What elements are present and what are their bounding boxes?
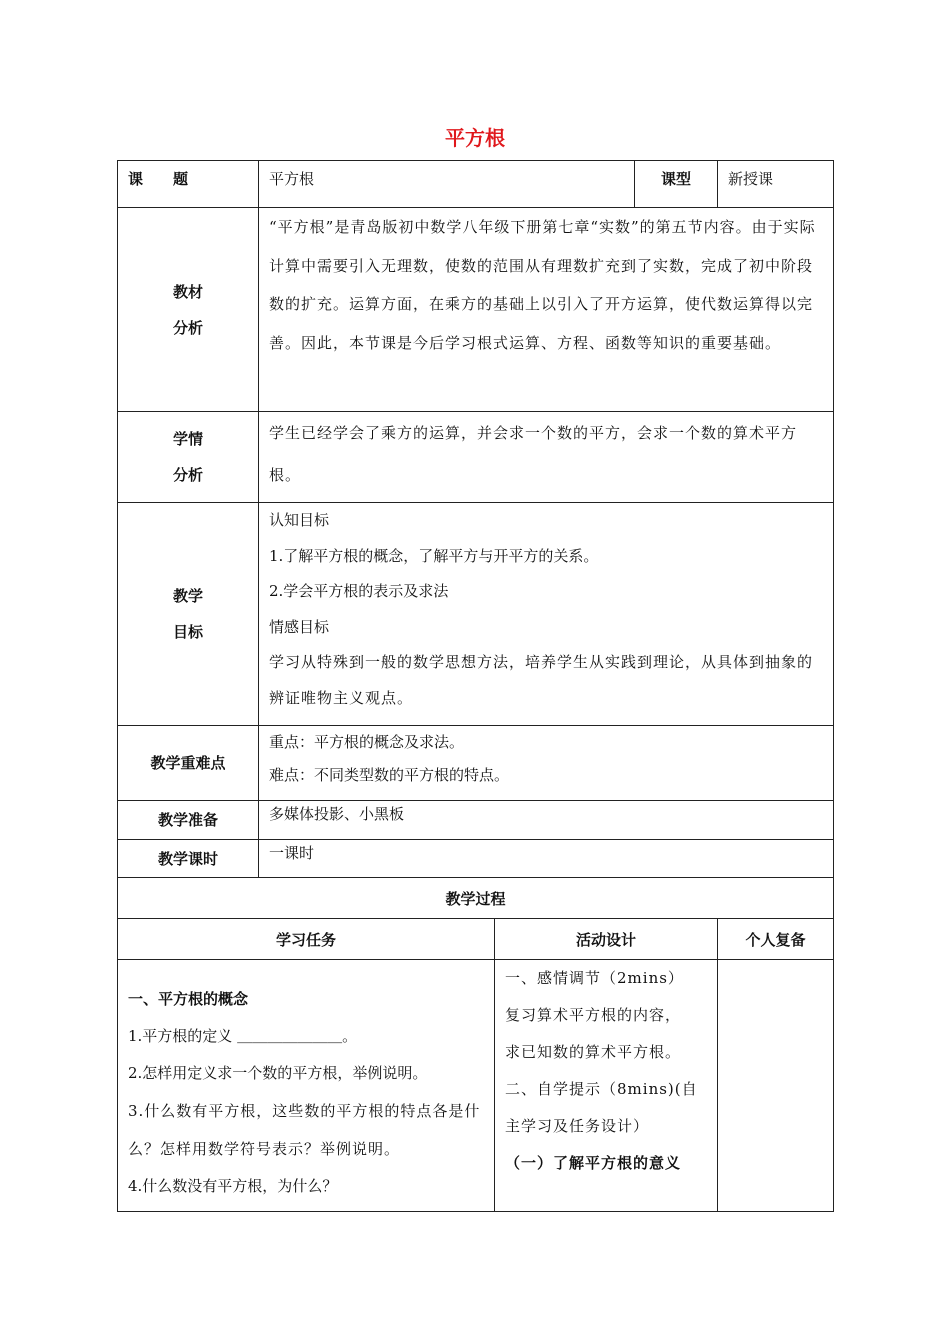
learner-text: 学生已经学会了乘方的运算，并会求一个数的平方，会求一个数的算术平方根。 — [259, 412, 834, 503]
hours-value: 一课时 — [259, 840, 834, 878]
goal-line: 情感目标 — [269, 617, 330, 636]
activity-item: 一、感情调节（2mins） — [505, 969, 684, 987]
type-label: 课型 — [635, 161, 718, 208]
key-cell — [259, 726, 834, 801]
type-value: 新授课 — [718, 161, 834, 208]
col-header-activity: 活动设计 — [495, 919, 718, 960]
topic-value: 平方根 — [259, 161, 635, 208]
process-heading: 教学过程 — [118, 878, 834, 919]
row-goals — [118, 503, 834, 726]
row-process — [118, 878, 834, 919]
learner-label-2: 分析 — [172, 466, 203, 484]
goal-line: 认知目标 — [269, 511, 330, 529]
material-label-2: 分析 — [172, 318, 203, 337]
activity-item: 二、自学提示（8mins)(自主学习及任务设计） — [505, 1080, 698, 1135]
key-point: 重点：平方根的概念及求法。 — [269, 733, 465, 751]
prep-label: 教学准备 — [118, 801, 259, 840]
activity-bold: （一）了解平方根的意义 — [505, 1154, 682, 1172]
topic-label: 课 题 — [118, 161, 259, 208]
col-header-task: 学习任务 — [118, 919, 495, 960]
task-item: 1.平方根的定义 ＿＿＿＿＿＿＿。 — [128, 1027, 358, 1045]
activity-cell — [495, 960, 718, 1212]
row-topic — [118, 161, 834, 208]
goals-cell — [259, 503, 834, 726]
material-label — [118, 208, 259, 412]
goal-line: 学习从特殊到一般的数学思想方法，培养学生从实践到理论，从具体到抽象的辨证唯物主义观点。 — [269, 653, 814, 707]
task-item: 3.什么数有平方根，这些数的平方根的特点各是什么？怎样用数学符号表示？举例说明。 — [128, 1102, 481, 1158]
activity-item: 复习算术平方根的内容， — [505, 1006, 682, 1024]
key-point: 难点：不同类型数的平方根的特点。 — [269, 766, 510, 784]
row-hours — [118, 840, 834, 878]
row-prep — [118, 801, 834, 840]
task-cell — [118, 960, 495, 1212]
page-title: 平方根 — [445, 126, 505, 150]
row-learner — [118, 412, 834, 503]
task-heading: 一、平方根的概念 — [128, 990, 249, 1008]
row-material — [118, 208, 834, 412]
learner-label-1: 学情 — [172, 430, 203, 448]
material-label-1: 教材 — [172, 282, 203, 301]
material-text: “平方根”是青岛版初中数学八年级下册第七章“实数”的第五节内容。由于实际计算中需要引入无理数，使数的范围从有理数扩充到了实数，完成了初中阶段数的扩充。运算方面，在乘方的基础上以引入了开方运算，使代数运算得以完善。因此，本节课是今后学习根式运算、方程、函数等知识的重要基础。 — [259, 208, 834, 412]
col-header-personal: 个人复备 — [718, 919, 834, 960]
goals-label-2: 目标 — [172, 623, 203, 641]
personal-cell — [718, 960, 834, 1212]
hours-label: 教学课时 — [118, 840, 259, 878]
activity-item: 求已知数的算术平方根。 — [505, 1043, 682, 1061]
learner-label — [118, 412, 259, 503]
goals-label-1: 教学 — [172, 587, 203, 605]
key-label: 教学重难点 — [118, 726, 259, 801]
goals-label — [118, 503, 259, 726]
lesson-plan-table — [117, 160, 834, 1212]
row-column-headers — [118, 919, 834, 960]
task-item: 4.什么数没有平方根，为什么？ — [128, 1177, 338, 1195]
goal-line: 1.了解平方根的概念，了解平方与开平方的关系。 — [269, 546, 599, 565]
row-key-points — [118, 726, 834, 801]
task-item: 2.怎样用定义求一个数的平方根，举例说明。 — [128, 1064, 428, 1082]
goal-line: 2.学会平方根的表示及求法 — [269, 582, 449, 600]
row-process-content — [118, 960, 834, 1212]
prep-value: 多媒体投影、小黑板 — [259, 801, 834, 840]
